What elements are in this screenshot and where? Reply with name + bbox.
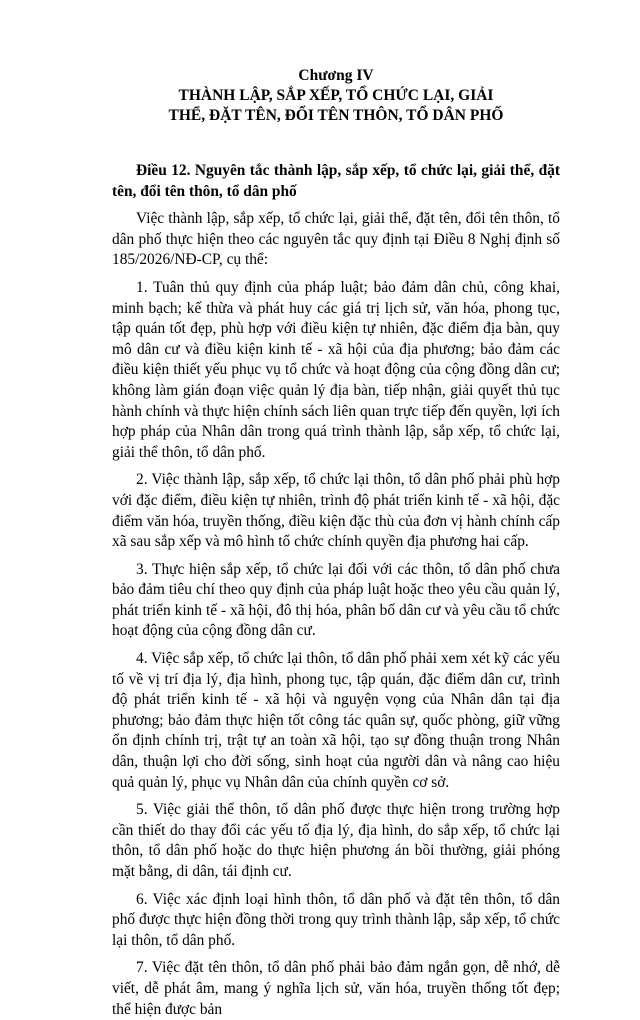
article-item-4: 4. Việc sắp xếp, tổ chức lại thôn, tổ dân phố phải xem xét kỹ các yếu tố về vị trí địa lý, địa hình, phong tục, tập quán, đặc điểm dân cư, trình độ phát triển kinh tế - xã hội và nguyện vọng của Nhân dân tại địa phương; bảo đảm thực hiện tốt công tác quân sự, quốc phòng, giữ vững ổn định chính trị, trật tự an toàn xã hội, tạo sự đồng thuận trong Nhân dân, thuận lợi cho đời sống, sinh hoạt của người dân và nâng cao hiệu quả quản lý, phục vụ Nhân dân của chính quyền cơ sở. <box>112 650 560 791</box>
article-item-6: 6. Việc xác định loại hình thôn, tổ dân phố và đặt tên thôn, tổ dân phố được thực hiện đồng thời trong quy trình thành lập, sắp xếp, tổ chức lại thôn, tổ dân phố. <box>112 890 560 949</box>
article-item-2: 2. Việc thành lập, sắp xếp, tổ chức lại thôn, tổ dân phố phải phù hợp với đặc điểm, điều kiện tự nhiên, trình độ phát triển kinh tế - xã hội, đặc điểm văn hóa, truyền thống, điều kiện đặc thù của đơn vị hành chính cấp xã sau sắp xếp và mô hình tổ chức chính quyền địa phương hai cấp. <box>112 471 560 551</box>
article-title: Điều 12. Nguyên tắc thành lập, sắp xếp, tổ chức lại, giải thể, đặt tên, đổi tên thôn, tổ dân phố <box>112 162 560 200</box>
article-item-7: 7. Việc đặt tên thôn, tổ dân phố phải bảo đảm ngắn gọn, dễ nhớ, dễ viết, dễ phát âm, mang ý nghĩa lịch sử, văn hóa, truyền thống tốt đẹp; thể hiện được bản <box>112 959 560 1018</box>
chapter-number: Chương IV <box>298 67 374 84</box>
article-intro: Việc thành lập, sắp xếp, tổ chức lại, giải thể, đặt tên, đổi tên thôn, tổ dân phố thực hiện theo các nguyên tắc quy định tại Điều 8 Nghị định số 185/2026/NĐ-CP, cụ thể: <box>112 210 560 269</box>
article-item-5: 5. Việc giải thể thôn, tổ dân phố được thực hiện trong trường hợp cần thiết do thay đổi các yếu tố địa lý, địa hình, do sắp xếp, tổ chức lại thôn, tổ dân phố hoặc do thực hiện phương án bồi thường, giải phóng mặt bằng, di dân, tái định cư. <box>112 801 560 880</box>
chapter-title: THÀNH LẬP, SẮP XẾP, TỔ CHỨC LẠI, GIẢI THỂ, ĐẶT TÊN, ĐỔI TÊN THÔN, TỔ DÂN PHỐ <box>168 87 504 124</box>
article-item-1: 1. Tuân thủ quy định của pháp luật; bảo đảm dân chủ, công khai, minh bạch; kế thừa và phát huy các giá trị lịch sử, văn hóa, phong tục, tập quán tốt đẹp, phù hợp với điều kiện tự nhiên, đặc điểm địa bàn, quy mô dân cư và điều kiện kinh tế - xã hội của địa phương; bảo đảm các điều kiện thiết yếu phục vụ tổ chức và hoạt động của cộng đồng dân cư; không làm gián đoạn việc quản lý địa bàn, tiếp nhận, giải quyết thủ tục hành chính và thực hiện chính sách liên quan trực tiếp đến quyền, lợi ích hợp pháp của Nhân dân trong quá trình thành lập, sắp xếp, tổ chức lại, giải thể thôn, tổ dân phố. <box>112 278 560 461</box>
article-item-3: 3. Thực hiện sắp xếp, tổ chức lại đối với các thôn, tổ dân phố chưa bảo đảm tiêu chí theo quy định của pháp luật hoặc theo yêu cầu quản lý, phát triển kinh tế - xã hội, đô thị hóa, phân bố dân cư và yêu cầu tổ chức hoạt động của cộng đồng dân cư. <box>112 560 560 640</box>
